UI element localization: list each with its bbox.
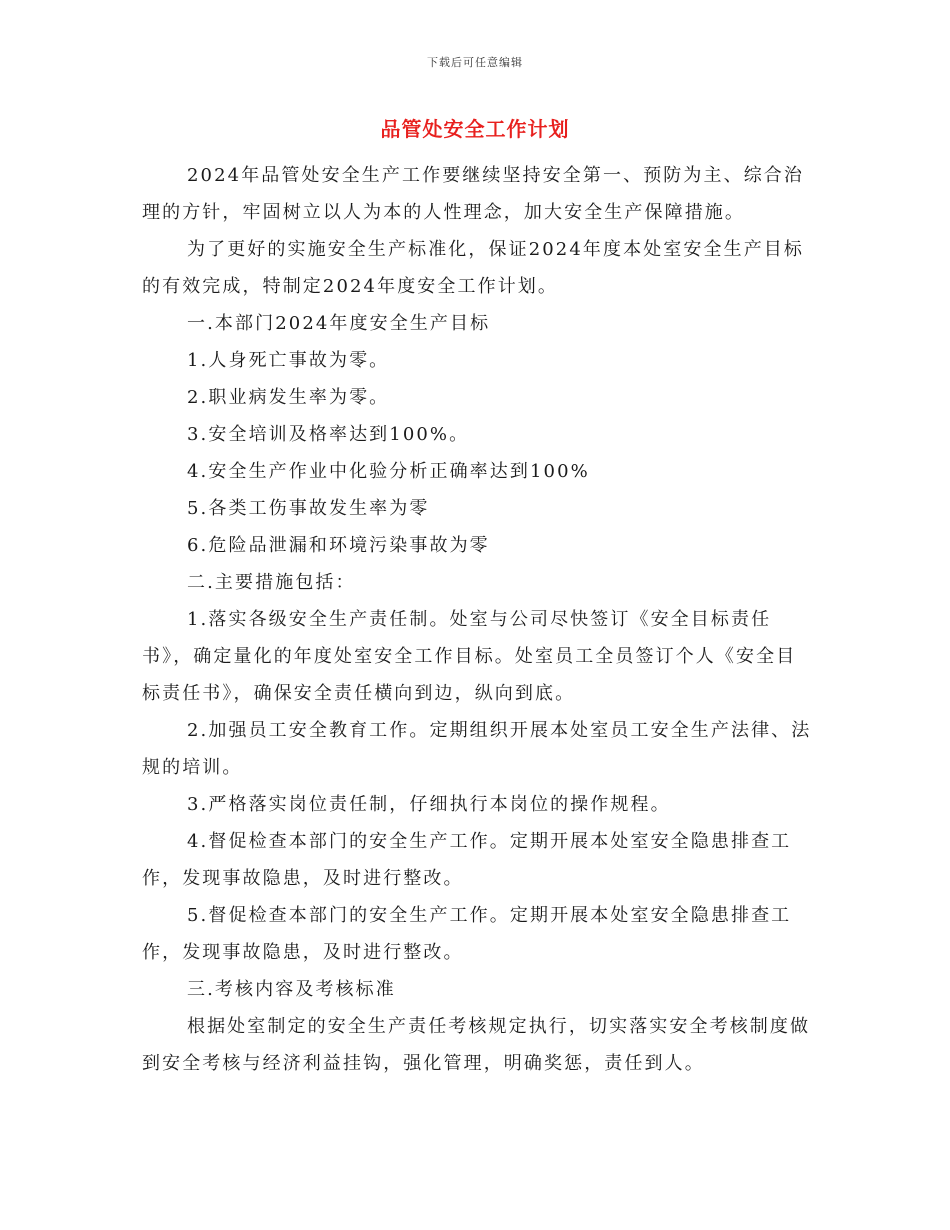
intro-paragraph-1: 2024年品管处安全生产工作要继续坚持安全第一、预防为主、综合治理的方针，牢固树立以人为本的人性理念，加大安全生产保障措施。 <box>142 165 805 223</box>
measure-item-1: 1.落实各级安全生产责任制。处室与公司尽快签订《安全目标责任书》，确定量化的年度处室安全工作目标。处室员工全员签订个人《安全目标责任书》，确保安全责任横向到边，纵向到底。 <box>142 609 797 704</box>
goal-item-6: 6.危险品泄漏和环境污染事故为零 <box>187 535 490 556</box>
measure-item-4: 4.督促检查本部门的安全生产工作。定期开展本处室安全隐患排查工作，发现事故隐患，及时进行整改。 <box>142 831 792 889</box>
goal-item-4: 4.安全生产作业中化验分析正确率达到100% <box>187 461 590 482</box>
section-1-heading: 一.本部门2024年度安全生产目标 <box>187 313 491 334</box>
intro-paragraph-2: 为了更好的实施安全生产标准化，保证2024年度本处室安全生产目标的有效完成，特制定2024年度安全工作计划。 <box>142 239 805 297</box>
document-body <box>142 157 812 1082</box>
document-title: 品管处安全工作计划 <box>380 117 570 141</box>
measure-item-2: 2.加强员工安全教育工作。定期组织开展本处室员工安全生产法律、法规的培训。 <box>142 720 812 778</box>
goal-item-5: 5.各类工伤事故发生率为零 <box>187 498 430 519</box>
goal-item-1: 1.人身死亡事故为零。 <box>187 350 390 371</box>
goal-item-3: 3.安全培训及格率达到100%。 <box>187 424 470 445</box>
goal-item-2: 2.职业病发生率为零。 <box>187 387 390 408</box>
section-2-heading: 二.主要措施包括： <box>187 572 356 593</box>
measure-item-5: 5.督促检查本部门的安全生产工作。定期开展本处室安全隐患排查工作，发现事故隐患，及时进行整改。 <box>142 905 792 963</box>
download-note: 下载后可任意编辑 <box>427 56 523 69</box>
measure-item-3: 3.严格落实岗位责任制，仔细执行本岗位的操作规程。 <box>187 794 671 815</box>
section-3-heading: 三.考核内容及考核标准 <box>187 979 396 1000</box>
assessment-paragraph: 根据处室制定的安全生产责任考核规定执行，切实落实安全考核制度做到安全考核与经济利益挂钩，强化管理，明确奖惩，责任到人。 <box>142 1016 811 1074</box>
